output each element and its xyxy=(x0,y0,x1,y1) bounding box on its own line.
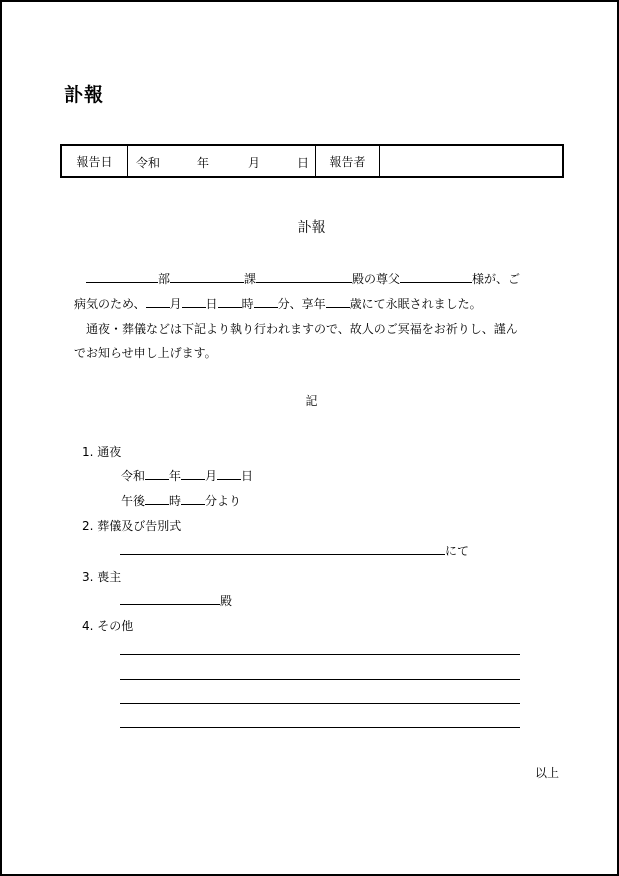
wake-day-unit: 日 xyxy=(241,469,254,483)
document-title: 訃報 xyxy=(64,84,105,106)
report-date-era: 令和 xyxy=(136,156,161,170)
dept-label: 部 xyxy=(158,272,171,286)
deceased-name-blank[interactable] xyxy=(400,270,472,283)
funeral-venue-suffix: にて xyxy=(445,544,470,558)
mourner-suffix: 殿 xyxy=(220,594,233,608)
body-line-2 xyxy=(74,295,482,312)
day-unit: 日 xyxy=(205,297,218,311)
employee-name-blank[interactable] xyxy=(256,270,352,283)
report-info-table xyxy=(60,144,564,178)
month-unit: 月 xyxy=(169,297,182,311)
wake-minute-blank[interactable] xyxy=(181,492,205,505)
passed-away-text: 歳にて永眠されました。 xyxy=(349,297,482,311)
wake-time-line xyxy=(121,492,241,509)
dept-blank[interactable] xyxy=(86,270,158,283)
wake-month-unit: 月 xyxy=(205,469,218,483)
mourner-title: 3. 喪主 xyxy=(82,570,122,584)
minute-age-text: 分、享年 xyxy=(277,297,326,311)
reporter-field[interactable] xyxy=(380,146,562,176)
death-month-blank[interactable] xyxy=(146,295,170,308)
body-line-1 xyxy=(86,270,520,287)
ki-heading: 記 xyxy=(305,394,318,408)
hour-unit: 時 xyxy=(241,297,254,311)
wake-date-line xyxy=(121,467,253,484)
report-date-field[interactable] xyxy=(128,146,316,176)
body-line-4: でお知らせ申し上げます。 xyxy=(74,346,217,360)
mourner-line xyxy=(120,592,232,609)
wake-pm: 午後 xyxy=(121,494,146,508)
body-line-3: 通夜・葬儀などは下記より執り行われますので、故人のご冥福をお祈りし、謹ん xyxy=(74,322,518,336)
wake-hour-blank[interactable] xyxy=(145,492,169,505)
age-blank[interactable] xyxy=(326,295,350,308)
death-hour-blank[interactable] xyxy=(218,295,242,308)
funeral-title: 2. 葬儀及び告別式 xyxy=(82,519,182,533)
report-date-day-unit: 日 xyxy=(297,156,310,170)
death-minute-blank[interactable] xyxy=(254,295,278,308)
section-label: 課 xyxy=(244,272,257,286)
funeral-venue-line xyxy=(120,542,469,559)
other-line-4[interactable] xyxy=(120,727,520,728)
closing-text: 以上 xyxy=(535,766,560,780)
section-blank[interactable] xyxy=(170,270,244,283)
relation-label: 殿の尊父 xyxy=(352,272,401,286)
other-line-2[interactable] xyxy=(120,679,520,680)
report-date-month-unit: 月 xyxy=(248,156,261,170)
wake-hour-unit: 時 xyxy=(169,494,182,508)
wake-day-blank[interactable] xyxy=(217,467,241,480)
honorific-label: 様が、ご xyxy=(472,272,521,286)
wake-year-blank[interactable] xyxy=(145,467,169,480)
death-day-blank[interactable] xyxy=(182,295,206,308)
reporter-label: 報告者 xyxy=(316,146,380,176)
other-line-3[interactable] xyxy=(120,703,520,704)
funeral-venue-blank[interactable] xyxy=(120,542,445,555)
report-date-label: 報告日 xyxy=(62,146,128,176)
wake-minute-unit: 分より xyxy=(205,494,242,508)
other-title: 4. その他 xyxy=(82,619,134,633)
wake-month-blank[interactable] xyxy=(181,467,205,480)
wake-title: 1. 通夜 xyxy=(82,445,122,459)
report-date-year-unit: 年 xyxy=(197,156,210,170)
notice-heading: 訃報 xyxy=(297,220,326,236)
wake-year-unit: 年 xyxy=(169,469,182,483)
other-line-1[interactable] xyxy=(120,654,520,655)
wake-era: 令和 xyxy=(121,469,146,483)
mourner-name-blank[interactable] xyxy=(120,592,220,605)
cause-text: 病気のため、 xyxy=(74,297,146,311)
